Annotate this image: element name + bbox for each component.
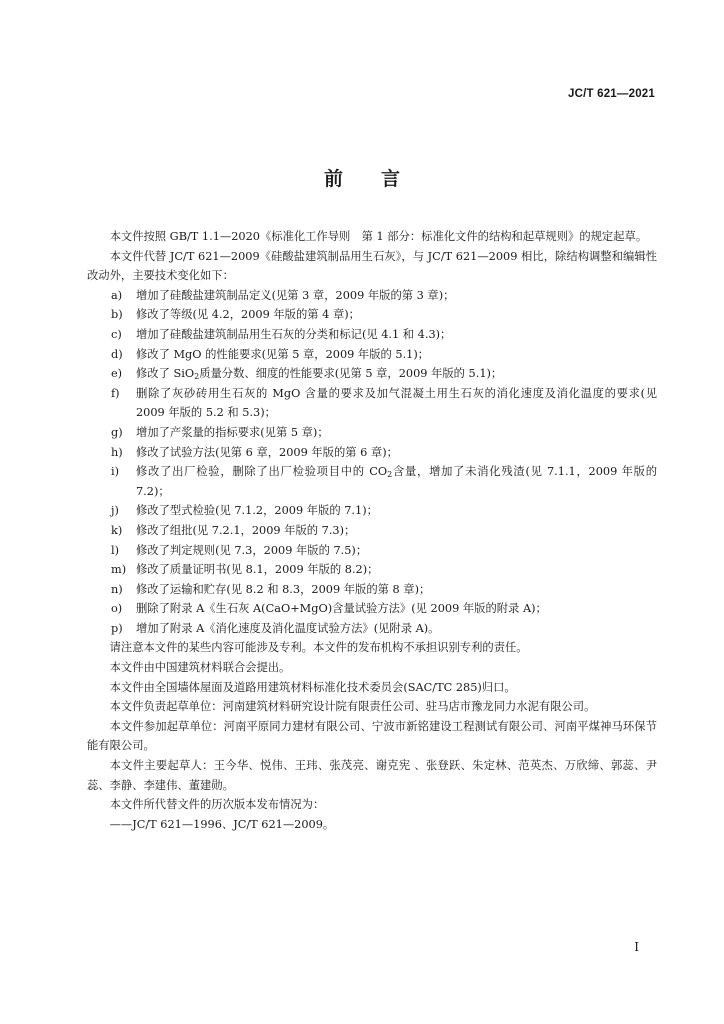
list-item-text: 修改了运输和贮存(见 8.2 和 8.3，2009 年版的第 8 章)； [136,582,431,596]
text-segment: 质量分数、细度的性能要求(见第 5 章，2009 年版的 5.1)； [199,367,503,381]
list-item [111,580,657,600]
list-item [111,462,657,501]
list-item-label: i) [111,465,120,479]
list-item-text: 修改了判定规则(见 7.3，2009 年版的 7.5)； [136,543,368,557]
document-body [87,227,657,834]
list-item-label: h) [111,445,123,459]
page-title: 前言 [323,168,438,190]
list-item-text: 增加了硅酸盐建筑制品定义(见第 3 章，2009 年版的第 3 章)； [136,288,455,302]
list-item-label: k) [111,523,123,537]
list-item-text: 修改了 MgO 的性能要求(见第 5 章，2009 年版的 5.1)； [136,347,430,361]
list-item [111,423,657,443]
list-item-text: 增加了附录 A《消化速度及消化温度试验方法》(见附录 A)。 [136,621,440,635]
subscript: 2 [387,470,393,480]
paragraph-participating-drafters: 本文件参加起草单位：河南平原同力建材有限公司、宁波市新铭建设工程测试有限公司、河南平煤神马环保节能有限公司。 [87,719,657,753]
list-item-label: p) [111,621,123,635]
list-item-label: d) [111,347,123,361]
list-item-label: f) [111,386,120,400]
list-item-label: o) [111,602,123,616]
text-segment: 修改了出厂检验，删除了出厂检验项目中的 CO [136,465,388,479]
paragraph-proposed-by: 本文件由中国建筑材料联合会提出。 [109,661,291,675]
list-item [111,384,657,423]
list-item-label: m) [111,563,127,577]
subscript: 2 [194,372,200,382]
header-standard-code: JC/T 621—2021 [568,88,655,100]
text-segment: 含量，增加了未消化残渣(见 7.1.1，2009 年版的 7.2)； [136,465,657,498]
list-item [111,541,657,561]
paragraph-replaces: 本文件代替 JC/T 621—2009《硅酸盐建筑制品用生石灰》，与 JC/T 621—2009 相比，除结构调整和编辑性改动外，主要技术变化如下： [87,249,657,283]
paragraph-patent-notice: 请注意本文件的某些内容可能涉及专利。本文件的发布机构不承担识别专利的责任。 [109,641,528,655]
list-item-text: 修改了质量证明书(见 8.1，2009 年版的 8.2)； [136,563,379,577]
list-item [111,345,657,365]
list-item [111,305,657,325]
list-item-text: 增加了产浆量的指标要求(见第 5 章)； [136,425,329,439]
list-item [111,521,657,541]
list-item-text: 修改了等级(见 4.2，2009 年版的第 4 章)； [136,308,360,322]
list-item-text: 修改了型式检验(见 7.1.2，2009 年版的 7.1)； [136,504,378,518]
paragraph-administered-by: 本文件由全国墙体屋面及道路用建筑材料标准化技术委员会(SAC/TC 285)归口。 [109,680,516,694]
list-item [111,286,657,306]
text-segment: 修改了 SiO [136,367,195,381]
list-item-label: c) [111,327,122,341]
list-item-label: n) [111,582,123,596]
changes-list [87,286,657,639]
paragraph-drafting-rules: 本文件按照 GB/T 1.1—2020《标准化工作导则 第 1 部分：标准化文件的结构和起草规则》的规定起草。 [109,230,648,243]
list-item-text: 修改了组批(见 7.2.1，2009 年版的 7.3)； [136,523,356,537]
list-item-text: 修改了试验方法(见第 6 章，2009 年版的第 6 章)； [136,445,398,459]
list-item-text: 删除了灰砂砖用生石灰的 MgO 含量的要求及加气混凝土用生石灰的消化速度及消化温度的要求(见 2009 年版的 5.2 和 5.3)； [136,386,657,420]
list-item [111,443,657,463]
list-item-label: b) [111,308,123,322]
list-item-text: 删除了附录 A《生石灰 A(CaO+MgO)含量试验方法》(见 2009 年版的附录 A)； [136,602,547,616]
paragraph-lead-drafters: 本文件负责起草单位：河南建筑材料研究设计院有限责任公司、驻马店市豫龙同力水泥有限公司。 [109,700,596,714]
list-item-label: e) [111,367,123,381]
paragraph-history-list: ——JC/T 621—1996、JC/T 621—2009。 [109,817,335,831]
list-item [111,501,657,521]
list-item-text [136,364,657,384]
list-item [111,325,657,345]
paragraph-history-intro: 本文件所代替文件的历次版本发布情况为： [109,798,325,812]
list-item-text [136,462,657,501]
list-item-text: 增加了硅酸盐建筑制品用生石灰的分类和标记(见 4.1 和 4.3)； [136,327,452,341]
list-item [111,364,657,384]
page-number: I [634,940,639,954]
list-item-label: j) [111,504,119,518]
list-item-label: g) [111,425,123,439]
list-item-label: a) [111,288,123,302]
list-item [111,560,657,580]
list-item [111,619,657,639]
list-item [111,599,657,619]
list-item-label: l) [111,543,120,557]
paragraph-main-authors: 本文件主要起草人：王今华、悦伟、王玮、张茂亮、谢克宪 、张登跃、朱定林、范英杰、万欣缔、郭蕊、尹蕊、李静、李建伟、董建勋。 [87,759,657,792]
